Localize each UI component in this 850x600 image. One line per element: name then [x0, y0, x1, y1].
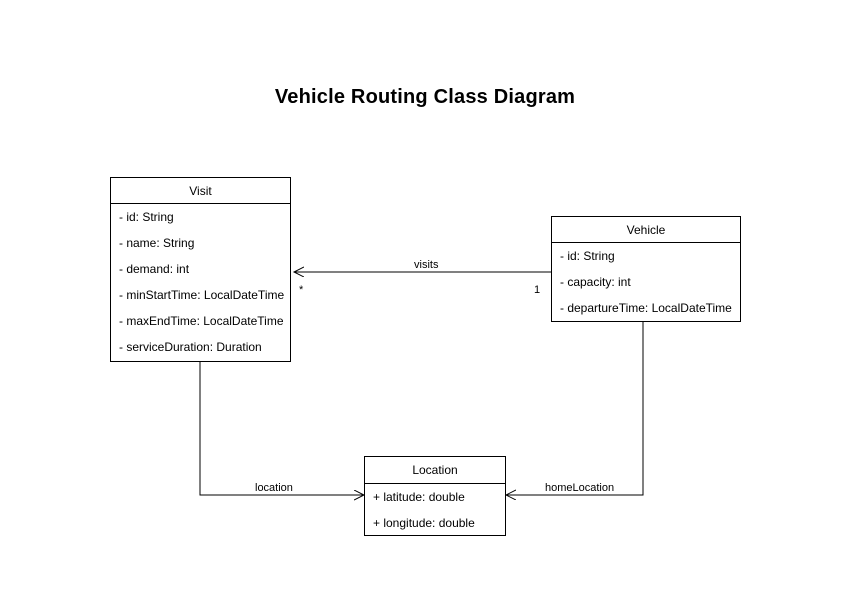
edge-label-location: location: [255, 482, 293, 494]
edge-label-home-location: homeLocation: [545, 482, 615, 494]
edge-multiplicity-source: *: [299, 284, 304, 296]
edge-label-visits: visits: [414, 259, 439, 271]
class-attribute: + longitude: double: [373, 516, 475, 530]
edge-home-location: [506, 322, 643, 495]
class-name-location: Location: [412, 463, 458, 477]
class-attribute: - serviceDuration: Duration: [119, 340, 262, 354]
edge-multiplicity-target: 1: [534, 284, 541, 296]
class-name-visit: Visit: [189, 183, 212, 198]
class-attribute: - capacity: int: [560, 275, 631, 289]
class-header-visit: [111, 178, 290, 204]
class-box-vehicle[interactable]: [551, 216, 741, 322]
class-attribute: - minStartTime: LocalDateTime: [119, 288, 285, 302]
class-attribute: - departureTime: LocalDateTime: [560, 301, 732, 315]
class-attribute: - maxEndTime: LocalDateTime: [119, 314, 284, 328]
class-attribute: - name: String: [119, 236, 195, 250]
class-header-vehicle: [552, 217, 740, 243]
class-attribute: - id: String: [119, 210, 174, 224]
class-attribute: - demand: int: [119, 262, 190, 276]
class-header-location: [365, 457, 505, 484]
edge-location: [200, 362, 364, 495]
class-attribute: + latitude: double: [373, 490, 465, 504]
class-attribute: - id: String: [560, 249, 615, 263]
class-attributes-visit: [111, 204, 290, 360]
class-name-vehicle: Vehicle: [626, 222, 666, 237]
class-attributes-location: [365, 484, 505, 536]
class-box-visit[interactable]: [110, 177, 291, 362]
class-box-location[interactable]: [364, 456, 506, 536]
class-attributes-vehicle: [552, 243, 740, 321]
page-title: Vehicle Routing Class Diagram: [274, 86, 576, 108]
